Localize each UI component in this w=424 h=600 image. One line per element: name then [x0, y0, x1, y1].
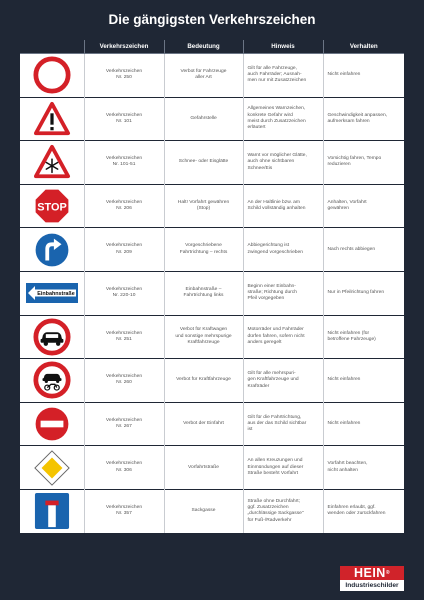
- sign-cell: [20, 228, 84, 272]
- sign-behavior: Vorsichtig fahren, Tempo reduzieren: [323, 141, 404, 185]
- header-bedeutung: Bedeutung: [164, 40, 243, 54]
- svg-text:STOP: STOP: [37, 201, 67, 214]
- logo-subtitle: Industrieschilder: [340, 580, 404, 591]
- priority-road-sign-icon: [33, 449, 71, 487]
- sign-number: Verkehrszeichen Nr. 260: [84, 359, 164, 403]
- no-entry-sign-icon: [33, 405, 71, 443]
- sign-cell: [20, 97, 84, 141]
- dead-end-sign-icon: [34, 492, 70, 530]
- sign-hint: Gilt für alle mehrspuri- gen Kraftfahrzeuge und Krafträder: [243, 359, 323, 403]
- turn-right-sign-icon: [33, 231, 71, 269]
- sign-behavior: Nicht einfahren: [323, 402, 404, 446]
- sign-hint: An allen Kreuzungen und Einmündungen auf dieser Straße besteht Vorfahrt: [243, 446, 323, 490]
- table-row: [20, 359, 404, 403]
- header-sign: [20, 40, 84, 54]
- sign-cell: [20, 446, 84, 490]
- sign-meaning: Verbot für Kraftwagen und sonstige mehrspurige Kraftfahrzeuge: [164, 315, 243, 359]
- sign-number: Verkehrszeichen Nr. 267: [84, 402, 164, 446]
- table-row: [20, 54, 404, 98]
- sign-behavior: Nach rechts abbiegen: [323, 228, 404, 272]
- sign-hint: An der Haltlinie bzw. am Schild vollständig anhalten: [243, 184, 323, 228]
- sign-meaning: Verbot der Einfahrt: [164, 402, 243, 446]
- sign-hint: Warnt vor möglicher Glätte, auch ohne sichtbaren Schnee/Eis: [243, 141, 323, 185]
- sign-behavior: Vorfahrt beachten, nicht anhalten: [323, 446, 404, 490]
- table-row: [20, 446, 404, 490]
- sign-cell: [20, 402, 84, 446]
- sign-behavior: Nicht einfahren: [323, 359, 404, 403]
- sign-meaning: Vorfahrtstraße: [164, 446, 243, 490]
- sign-meaning: Vorgeschriebene Fahrtrichtung – rechts: [164, 228, 243, 272]
- one-way-label: Einbahnstraße: [37, 291, 75, 298]
- sign-cell: [20, 315, 84, 359]
- snow-ice-sign-icon: [33, 144, 71, 180]
- sign-number: Verkehrszeichen Nr. 306: [84, 446, 164, 490]
- sign-cell: [20, 54, 84, 98]
- sign-meaning: Verbot für Kraftfahrzeuge: [164, 359, 243, 403]
- sign-number: Verkehrszeichen Nr. 209: [84, 228, 164, 272]
- header-hinweis: Hinweis: [243, 40, 323, 54]
- table-row: [20, 184, 404, 228]
- table-row: [20, 141, 404, 185]
- table-row: [20, 402, 404, 446]
- sign-behavior: Geschwindigkeit anpassen, aufmerksam fahren: [323, 97, 404, 141]
- sign-number: Verkehrszeichen Nr. 206: [84, 184, 164, 228]
- sign-behavior: Nur in Pfeilrichtung fahren: [323, 271, 404, 315]
- sign-meaning: Schnee- oder Eisglätte: [164, 141, 243, 185]
- sign-cell: [20, 359, 84, 403]
- table-row: [20, 271, 404, 315]
- sign-number: Verkehrszeichen Nr. 357: [84, 489, 164, 532]
- sign-cell: [20, 271, 84, 315]
- table-row: [20, 315, 404, 359]
- no-motor-vehicles-sign-icon: [33, 318, 71, 356]
- sign-cell: [20, 489, 84, 532]
- table-row: [20, 228, 404, 272]
- danger-sign-icon: [33, 101, 71, 137]
- sign-hint: Straße ohne Durchfahrt; ggf. Zusatzzeichen „durchlässige Sackgasse" für Fuß-/Radverkehr: [243, 489, 323, 532]
- sign-hint: Beginn einer Einbahn- straße; Richtung durch Pfeil vorgegeben: [243, 271, 323, 315]
- stop-sign-icon: [33, 187, 71, 225]
- sign-number: Verkehrszeichen Nr. 250: [84, 54, 164, 98]
- sign-hint: Gilt für die Fahrtrichtung, aus der das Schild sichtbar ist: [243, 402, 323, 446]
- sign-hint: Gilt für alle Fahrzeuge, auch Fahrräder; Ausnah- men nur mit Zusatzzeichen: [243, 54, 323, 98]
- traffic-signs-table: [20, 40, 404, 533]
- header-verkehrszeichen: Verkehrszeichen: [84, 40, 164, 54]
- no-vehicles-sign-icon: [33, 56, 71, 94]
- sign-hint: Abbiegerichtung ist zwingend vorgeschrieben: [243, 228, 323, 272]
- sign-cell: [20, 141, 84, 185]
- sign-behavior: Einfahren erlaubt, ggf. wenden oder zurückfahren: [323, 489, 404, 532]
- table-row: [20, 97, 404, 141]
- sign-meaning: Sackgasse: [164, 489, 243, 532]
- page-title: Die gängigsten Verkehrszeichen: [108, 12, 316, 27]
- sign-meaning: Halt! Vorfahrt gewähren (Stop): [164, 184, 243, 228]
- table-header: [20, 40, 404, 54]
- sign-number: Verkehrszeichen Nr. 101-51: [84, 141, 164, 185]
- sign-number: Verkehrszeichen Nr. 220-10: [84, 271, 164, 315]
- logo-brand: HEIN®: [340, 566, 404, 580]
- sign-behavior: Anhalten, Vorfahrt gewähren: [323, 184, 404, 228]
- sign-meaning: Verbot für Fahrzeuge aller Art: [164, 54, 243, 98]
- sign-meaning: Gefahrstelle: [164, 97, 243, 141]
- sign-number: Verkehrszeichen Nr. 101: [84, 97, 164, 141]
- table-row: [20, 489, 404, 532]
- sign-behavior: Nicht einfahren: [323, 54, 404, 98]
- sign-meaning: Einbahnstraße – Fahrtrichtung links: [164, 271, 243, 315]
- header-verhalten: Verhalten: [323, 40, 404, 54]
- sign-hint: Motorräder und Fahrräder dürfen fahren, sofern nicht anders geregelt: [243, 315, 323, 359]
- sign-hint: Allgemeines Warnzeichen, konkrete Gefahr wird meist durch Zusatzzeichen erläutert: [243, 97, 323, 141]
- hein-logo: [340, 566, 404, 591]
- sign-cell: [20, 184, 84, 228]
- sign-behavior: Nicht einfahren (für betroffene Fahrzeuge): [323, 315, 404, 359]
- one-way-sign-icon: [25, 282, 79, 304]
- sign-number: Verkehrszeichen Nr. 251: [84, 315, 164, 359]
- no-motorized-vehicles-sign-icon: [33, 361, 71, 399]
